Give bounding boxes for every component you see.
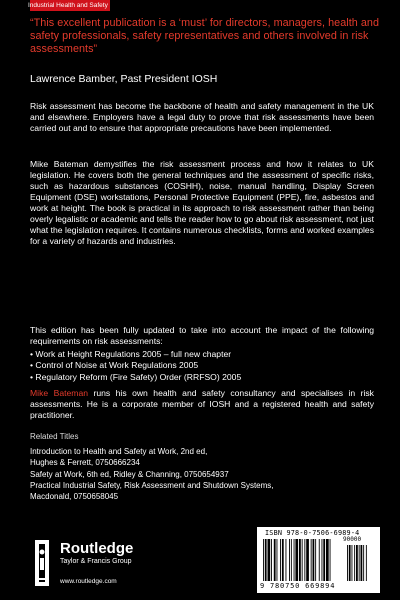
barcode-icon [263,539,373,581]
series-label: Industrial Health and Safety [28,2,108,9]
publisher-website: www.routledge.com [60,578,117,585]
endorsement-quote: “This excellent publication is a ‘must’ for directors, managers, health and safety professionals, safety representatives and others involved in risk assessments” [30,17,380,56]
author-bio: runs his own health and safety consultancy and specialises in risk assessments. He is a corporate member of IOSH and a registered health and safety practitioner. [30,388,374,421]
related-titles-heading: Related Titles [30,432,79,441]
list-item: • Work at Height Regulations 2005 – full new chapter [30,349,374,360]
list-item: Hughes & Ferrett, 0750666234 [30,458,140,468]
isbn-text: ISBN 978-0-7506-6989-4 [265,529,360,537]
intro-paragraph: Risk assessment has become the backbone of health and safety management in the UK and elsewhere. Employers have a legal duty to prove that risk assessments have been carried out and to ensure that appropriate precautions have been implemented. [30,101,374,134]
list-item: Introduction to Health and Safety at Work, 2nd ed, [30,447,208,456]
list-item: Macdonald, 0750658045 [30,492,119,502]
publisher-name: Routledge [60,540,134,557]
list-item: • Control of Noise at Work Regulations 2005 [30,360,374,371]
list-item: • Regulatory Reform (Fire Safety) Order (RRFSO) 2005 [30,372,374,383]
related-titles-list [30,446,375,502]
publisher-logo [32,538,172,588]
author-paragraph [30,388,374,421]
barcode-digits: 9 780750 669894 [260,582,336,590]
quote-attribution: Lawrence Bamber, Past President IOSH [30,73,218,85]
list-item: Practical Industrial Safety, Risk Assessment and Shutdown Systems, [30,480,274,490]
requirements-list [30,349,374,383]
publisher-group: Taylor & Francis Group [60,558,132,565]
description-paragraph: Mike Bateman demystifies the risk assessment process and how it relates to UK legislation. He covers both the general techniques and the assessment of specific risks, such as hazardous substances (COSHH), noise, manual handling, Display Screen Equipment (DSE) workstations, Personal Protective Equipment (PPE), fire, asbestos and work at height. The book is practical in its approach to risk assessment rather than being overly legalistic or academic and tells the reader how to go about risk assessment, not just what the legislation requires. It contains numerous checklists, forms and worked examples for a variety of hazards and industries. [30,159,374,247]
edition-paragraph: This edition has been fully updated to take into account the impact of the following requirements on risk assessments: [30,325,374,347]
routledge-mark-icon [32,538,52,588]
author-name: Mike Bateman [30,388,88,398]
list-item: Safety at Work, 6th ed, Ridley & Channing, 0750654937 [30,469,229,479]
barcode-addon: 90000 [343,536,362,543]
barcode-panel [257,527,380,593]
